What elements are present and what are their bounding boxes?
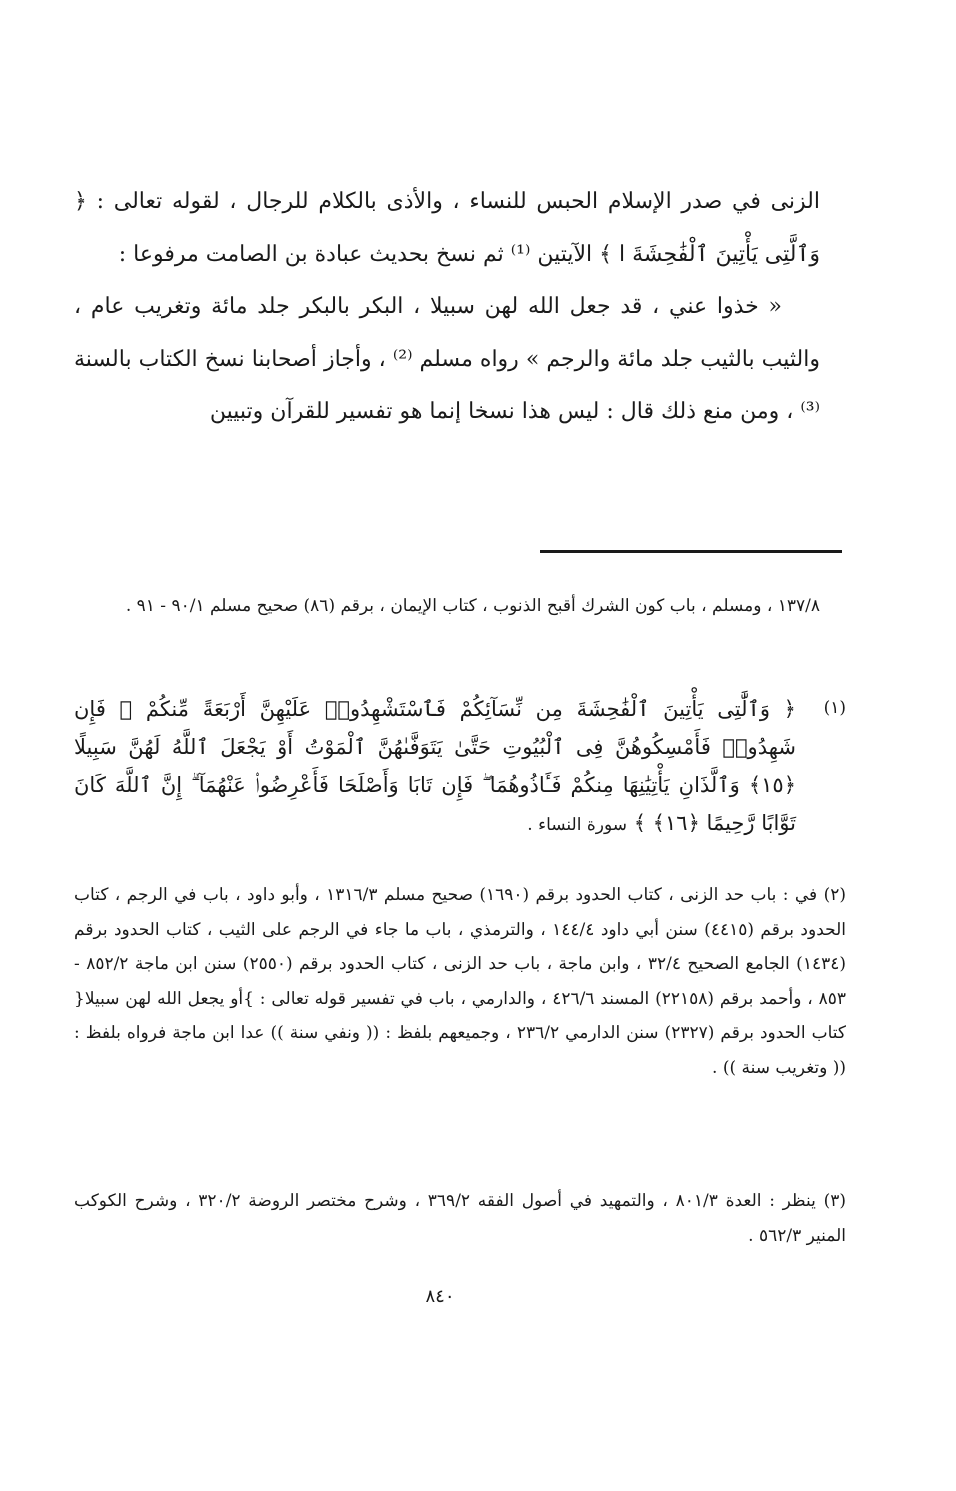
footnote-separator [540,550,842,553]
footnote-1-verse: ﴿ وَٱلَّٰتِى يَأْتِينَ ٱلْفَٰحِشَةَ مِن نِّسَآئِكُمْ فَٱسْتَشْهِدُوا۟ عَلَيْهِنَّ أَرْبَعَةً مِّنكُمْ ۖ فَإِن شَهِدُوا۟ فَأَمْسِكُوهُنَّ فِى ٱلْبُيُوتِ حَتَّىٰ يَتَوَفَّىٰهُنَّ ٱلْمَوْتُ أَوْ يَجْعَلَ ٱللَّهُ لَهُنَّ سَبِيلًا ﴿١٥﴾ وَٱلَّذَانِ يَأْتِيَٰنِهَا مِنكُمْ فَـَٔاذُوهُمَا ۖ فَإِن تَابَا وَأَصْلَحَا فَأَعْرِضُوا۟ عَنْهُمَآ ۗ إِنَّ ٱللَّهَ كَانَ تَوَّابًا رَّحِيمًا ﴿١٦﴾ ﴾ [74,697,796,835]
footnote-3-number: (٣) [823,1191,846,1211]
footnote-3-text: ينظر : العدة ٨٠١/٣ ، والتمهيد في أصول الفقه ٣٦٩/٢ ، وشرح مختصر الروضة ٣٢٠/٢ ، وشرح الكوكب المنير ٥٦٢/٣ . [74,1191,846,1246]
footnote-1-surah: سورة النساء . [527,815,628,835]
footnote-1 [74,690,846,844]
main-text [74,176,820,439]
main-paragraph-2: « خذوا عني ، قد جعل الله لهن سبيلا ، البكر بالبكر جلد مائة وتغريب عام ، والثيب بالثيب جلد مائة والرجم » رواه مسلم ⁽²⁾ ، وأجاز أصحابنا نسخ الكتاب بالسنة ⁽³⁾ ، ومن منع ذلك قال : ليس هذا نسخا إنما هو تفسير للقرآن وتبيين [74,294,820,424]
main-paragraph-1: الزنى في صدر الإسلام الحبس للنساء ، والأذى بالكلام للرجال ، لقوله تعالى : ﴿ وَٱلَّتِى يَأْتِينَ ٱلْفَٰحِشَةَ ا ﴾ الآيتين ⁽¹⁾ ثم نسخ بحديث عبادة بن الصامت مرفوعا : [74,189,820,267]
footnote-2 [74,878,846,1085]
footnote-2-body [74,878,846,1085]
footnote-continuation [74,590,820,622]
footnote-continuation-text: ١٣٧/٨ ، ومسلم ، باب كون الشرك أقبح الذنوب ، كتاب الإيمان ، برقم (٨٦) صحيح مسلم ٩٠/١ - ٩١ . [125,596,820,616]
footnote-3-body [74,1184,846,1253]
footnote-3 [74,1184,846,1253]
footnote-1-number: (١) [823,698,846,718]
footnote-1-body [74,690,796,844]
footnote-2-text: في : باب حد الزنى ، كتاب الحدود برقم (١٦٩٠) صحيح مسلم ١٣١٦/٣ ، وأبو داود ، باب في الرجم ، كتاب الحدود برقم (٤٤١٥) سنن أبي داود ١٤٤/٤ ، والترمذي ، باب ما جاء في الرجم على الثيب ، كتاب الحدود برقم (١٤٣٤) الجامع الصحيح ٣٢/٤ ، وابن ماجة ، باب حد الزنى ، كتاب الحدود برقم (٢٥٥٠) سنن ابن ماجة ٨٥٢/٢ - ٨٥٣ ، وأحمد برقم (٢٢١٥٨) المسند ٤٢٦/٦ ، والدارمي ، باب في تفسير قوله تعالى : }أو يجعل الله لهن سبيلا{ كتاب الحدود برقم (٢٣٢٧) سنن الدارمي ٢٣٦/٢ ، وجميعهم بلفظ : (( ونفي سنة )) عدا ابن ماجة فرواه بلفظ : (( وتغريب سنة )) . [74,885,847,1078]
footnote-2-number: (٢) [823,885,846,905]
page-number: ٨٤٠ [425,1286,455,1307]
